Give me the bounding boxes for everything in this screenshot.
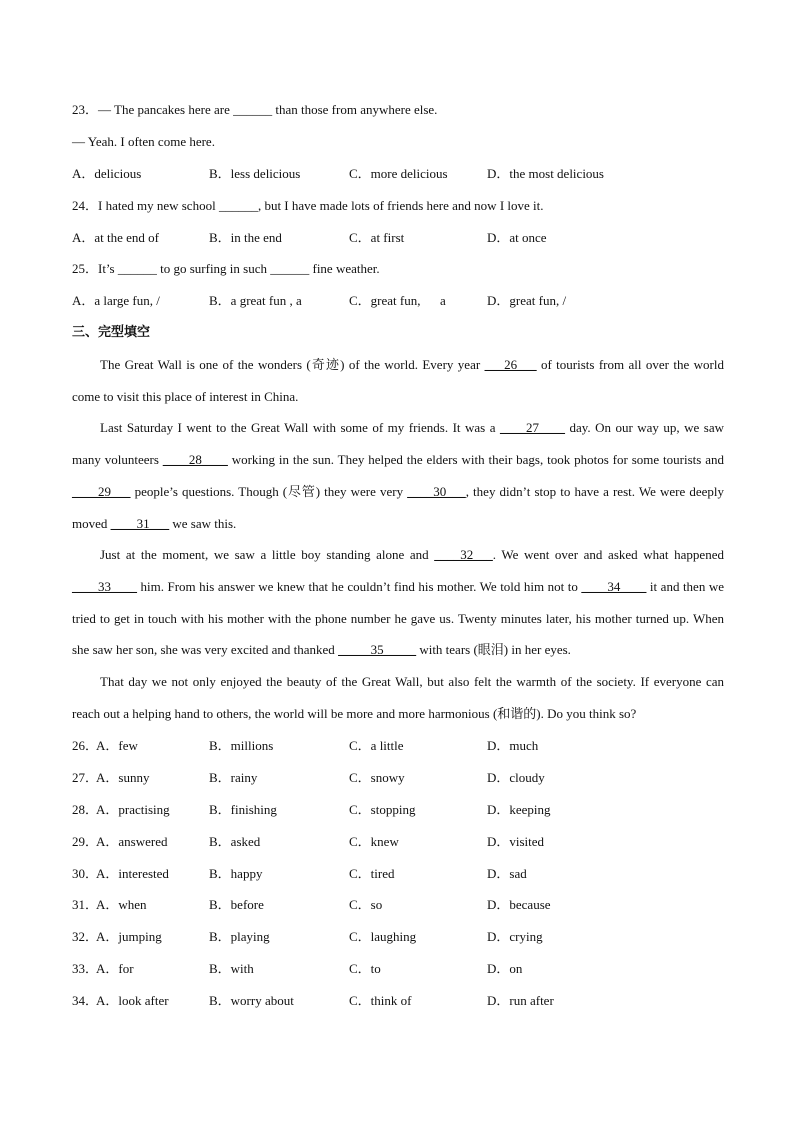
choice-a: A．practising [96, 802, 170, 817]
choice-b: B．rainy [209, 770, 258, 785]
choice-row-29 [72, 834, 724, 850]
choice-row-30 [72, 866, 724, 882]
q25-option-d: D．great fun, / [487, 293, 567, 308]
p2-text-d: working in the sun. They helped the elders with their bags, took photos for some tourists and [227, 452, 724, 468]
choice-number: 26． [72, 738, 99, 753]
choice-b: B．millions [209, 738, 274, 753]
choice-b: B．happy [209, 866, 263, 881]
q24-stem: 24．I hated my new school ______, but I have made lots of friends here and now I love it. [72, 198, 544, 213]
q24-options [72, 230, 724, 246]
choice-d: D．on [487, 961, 523, 976]
choice-d: D．because [487, 897, 551, 912]
choice-number: 29． [72, 834, 99, 849]
blank-33: ____33____ [72, 578, 137, 594]
choice-d: D．keeping [487, 802, 551, 817]
choice-row-34 [72, 993, 724, 1009]
p2-text-g: we saw this. [169, 515, 237, 531]
choice-c: C．think of [349, 993, 412, 1008]
choice-d: D．sad [487, 866, 527, 881]
choice-b: B．worry about [209, 993, 294, 1008]
choice-c: C．knew [349, 834, 399, 849]
p2-text-c: day. On our way up, we saw many volunteers [72, 420, 724, 468]
choice-row-31 [72, 897, 724, 913]
choice-a: A．interested [96, 866, 169, 881]
choice-c: C．stopping [349, 802, 416, 817]
choice-number: 31． [72, 897, 99, 912]
q24-option-a: A．at the end of [72, 230, 160, 245]
q25-option-a: A．a large fun, / [72, 293, 160, 308]
p1-text-a: The Great Wall is one of the wonders (奇迹) of the world. Every year [100, 357, 485, 372]
choice-a: A．look after [96, 993, 169, 1008]
q24-option-c: C．at first [349, 230, 405, 245]
passage-paragraph-2 [72, 412, 724, 539]
choice-c: C．so [349, 897, 383, 912]
blank-30: ____30___ [407, 483, 466, 499]
blank-34: ____34____ [581, 578, 647, 594]
q23-stem: 23．— The pancakes here are ______ than those from anywhere else. [72, 102, 438, 117]
choice-number: 32． [72, 929, 99, 944]
choice-row-32 [72, 929, 724, 945]
q25-stem: 25．It’s ______ to go surfing in such ______ fine weather. [72, 261, 380, 276]
choice-b: B．playing [209, 929, 270, 944]
blank-26: ___26___ [484, 357, 537, 372]
q25-option-c: C．great fun, a [349, 293, 446, 308]
choice-d: D．much [487, 738, 539, 753]
p3-text-d: it and then we tried to get in touch with his mother with the phone number he gave us. Twenty minutes later, his mother turned up. When she saw her son, she was very excited and thanked [72, 578, 725, 658]
q24-option-b: B．in the end [209, 230, 282, 245]
blank-29: ____29___ [72, 483, 131, 499]
q23-option-c: C．more delicious [349, 166, 448, 181]
choice-row-33 [72, 961, 724, 977]
choice-d: D．run after [487, 993, 554, 1008]
choice-row-26 [72, 738, 724, 754]
q25-options [72, 293, 724, 309]
p3-text-c: him. From his answer we knew that he couldn’t find his mother. We told him not to [137, 578, 582, 594]
blank-32: ____32___ [434, 547, 493, 563]
choice-d: D．cloudy [487, 770, 545, 785]
choice-number: 30． [72, 866, 99, 881]
choice-a: A．sunny [96, 770, 150, 785]
choice-a: A．answered [96, 834, 168, 849]
passage-paragraph-4: That day we not only enjoyed the beauty of the Great Wall, but also felt the warmth of the society. If everyone can reach out a helping hand to others, the world will be more and more harmonious (和谐的). Do you think so? [72, 674, 724, 721]
choice-b: B．before [209, 897, 264, 912]
choice-d: D．visited [487, 834, 545, 849]
q24-option-d: D．at once [487, 230, 547, 245]
choice-c: C．tired [349, 866, 395, 881]
p3-text-a: Just at the moment, we saw a little boy standing alone and [100, 547, 435, 563]
choice-c: C．laughing [349, 929, 417, 944]
passage-paragraph-1 [72, 349, 724, 412]
choice-d: D．crying [487, 929, 543, 944]
choice-b: B．with [209, 961, 254, 976]
choice-c: C．to [349, 961, 381, 976]
blank-27: ____27____ [499, 420, 565, 436]
p3-text-e: with tears (眼泪) in her eyes. [416, 642, 571, 658]
choice-row-27 [72, 770, 724, 786]
p3-text-b: . We went over and asked what happened [492, 547, 724, 563]
q25-option-b: B．a great fun , a [209, 293, 302, 308]
choice-row-28 [72, 802, 724, 818]
choice-a: A．jumping [96, 929, 162, 944]
passage-paragraph-3 [72, 539, 724, 666]
choice-c: C．snowy [349, 770, 405, 785]
choice-a: A．when [96, 897, 147, 912]
choice-number: 33． [72, 961, 99, 976]
choice-a: A．few [96, 738, 138, 753]
blank-28: ____28____ [162, 452, 228, 468]
choice-number: 27． [72, 770, 99, 785]
choice-number: 28． [72, 802, 99, 817]
section-title: 三、完型填空 [72, 325, 151, 340]
p1-text-c: of tourists from all over the world come to visit this place of interest in China. [72, 357, 725, 404]
choice-c: C．a little [349, 738, 404, 753]
p2-text-f: , they didn’t stop to have a rest. We were deeply moved [72, 483, 724, 531]
choice-a: A．for [96, 961, 134, 976]
choice-b: B．finishing [209, 802, 277, 817]
q23-option-b: B．less delicious [209, 166, 301, 181]
q23-reply: — Yeah. I often come here. [72, 134, 215, 149]
blank-31: ____31___ [110, 515, 170, 531]
q23-options [72, 166, 724, 182]
q23-option-a: A．delicious [72, 166, 142, 181]
q23-option-d: D．the most delicious [487, 166, 604, 181]
choice-number: 34． [72, 993, 99, 1008]
p2-text-e: people’s questions. Though (尽管) they were very [130, 483, 408, 499]
p2-text-a: Last Saturday I went to the Great Wall with some of my friends. It was a [100, 420, 500, 436]
blank-35: _____35_____ [338, 642, 417, 658]
cloze-passage [72, 349, 724, 729]
choice-b: B．asked [209, 834, 261, 849]
